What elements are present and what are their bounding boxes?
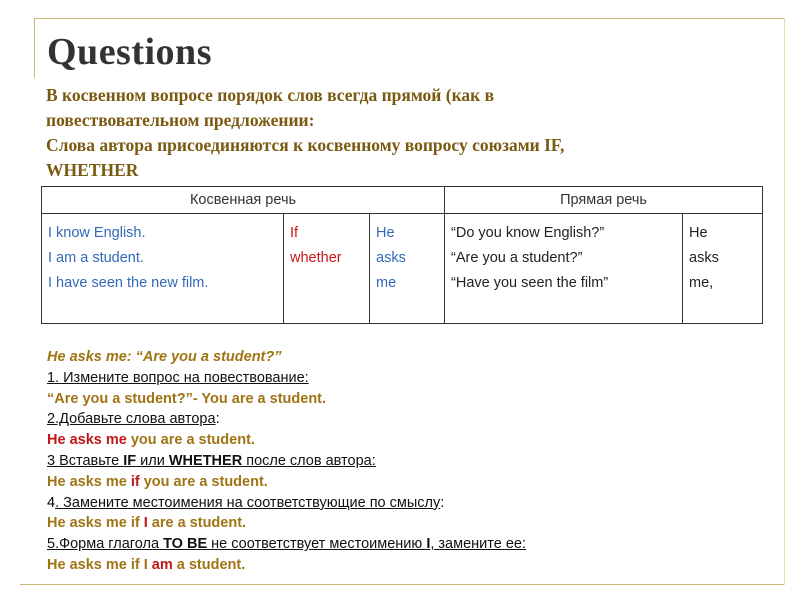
question: “Have you seen the film” xyxy=(451,275,609,291)
table-header-row xyxy=(42,187,763,214)
author-word: asks xyxy=(689,250,719,266)
result-5-post: a student. xyxy=(172,556,246,573)
result-4-pre: He asks me if xyxy=(47,515,144,532)
result-4-highlight: I xyxy=(143,515,148,532)
result-4-post: are a student. xyxy=(147,515,247,532)
frame-right-line xyxy=(784,18,785,585)
result-2 xyxy=(47,430,767,451)
step-5-mid: не соответствует местоимению xyxy=(207,536,427,553)
step-5-pre: 5.Форма глагола xyxy=(47,536,164,553)
conjunction: whether xyxy=(290,250,342,266)
speech-table xyxy=(41,186,763,324)
question: “Are you a student?” xyxy=(451,250,583,266)
step-5-post: , замените ее: xyxy=(430,536,526,553)
step-3-post: после слов автора: xyxy=(242,452,376,469)
direct-questions-cell xyxy=(445,214,683,324)
step-3 xyxy=(47,451,767,472)
author-word: me, xyxy=(689,275,714,291)
author-words-cell xyxy=(370,214,445,324)
frame-left-line xyxy=(34,18,35,78)
result-3-pre: He asks me xyxy=(47,473,131,490)
author-word: He xyxy=(689,225,708,241)
step-4-text: . Замените местоимения на соответствующие по смыслу xyxy=(55,494,441,511)
author-word: He xyxy=(376,225,395,241)
statement: I have seen the new film. xyxy=(48,275,209,291)
question: “Do you know English?” xyxy=(451,225,605,241)
step-1: 1. Измените вопрос на повествование: xyxy=(47,369,309,386)
step-2 xyxy=(47,409,767,430)
frame-bottom-line xyxy=(20,584,784,585)
step-3-mid: или xyxy=(136,452,169,469)
conjunction: If xyxy=(290,225,299,241)
result-2-highlight: He asks me xyxy=(47,432,127,449)
indirect-statements-cell xyxy=(42,214,284,324)
step-2-colon: : xyxy=(215,411,220,428)
table-row xyxy=(42,214,763,324)
result-5 xyxy=(47,555,767,576)
result-2-rest: you are a student. xyxy=(126,432,255,449)
author-word: asks xyxy=(376,250,406,266)
step-5 xyxy=(47,534,767,555)
author-words-direct-cell xyxy=(683,214,763,324)
intro-line: Слова автора присоединяются к косвенному вопросу союзами IF, xyxy=(46,135,565,155)
result-3 xyxy=(47,472,767,493)
result-4 xyxy=(47,513,767,534)
exercise-steps xyxy=(47,347,767,576)
example-sentence: He asks me: “Are you a student?” xyxy=(47,349,282,365)
header-direct-speech: Прямая речь xyxy=(445,187,763,214)
result-5-pre: He asks me if I xyxy=(47,556,152,573)
result-3-post: you are a student. xyxy=(139,473,268,490)
intro-line: В косвенном вопросе порядок слов всегда прямой (как в xyxy=(46,85,495,105)
author-word: me xyxy=(376,275,397,291)
conjunctions-cell xyxy=(284,214,370,324)
intro-text xyxy=(46,83,746,183)
intro-line: повествовательном предложении: xyxy=(46,110,315,130)
slide-title: Questions xyxy=(47,31,212,73)
statement: I am a student. xyxy=(48,250,144,266)
step-5-bold: TO BE xyxy=(163,536,208,553)
step-4-num: 4 xyxy=(47,494,56,511)
step-3-whether: WHETHER xyxy=(168,452,243,469)
step-5-pronoun: I xyxy=(426,536,431,553)
step-3-if: IF xyxy=(123,452,137,469)
frame-top-line xyxy=(34,18,784,19)
step-2-text: 2.Добавьте слова автора xyxy=(47,411,216,428)
result-1: “Are you a student?”- You are a student. xyxy=(47,390,327,407)
header-indirect-speech: Косвенная речь xyxy=(42,187,445,214)
step-4-colon: : xyxy=(440,494,445,511)
intro-line: WHETHER xyxy=(46,160,139,180)
statement: I know English. xyxy=(48,225,146,241)
step-3-pre: 3 Вставьте xyxy=(47,452,124,469)
result-3-highlight: if xyxy=(130,473,140,490)
step-4 xyxy=(47,493,767,514)
result-5-highlight: am xyxy=(151,556,173,573)
